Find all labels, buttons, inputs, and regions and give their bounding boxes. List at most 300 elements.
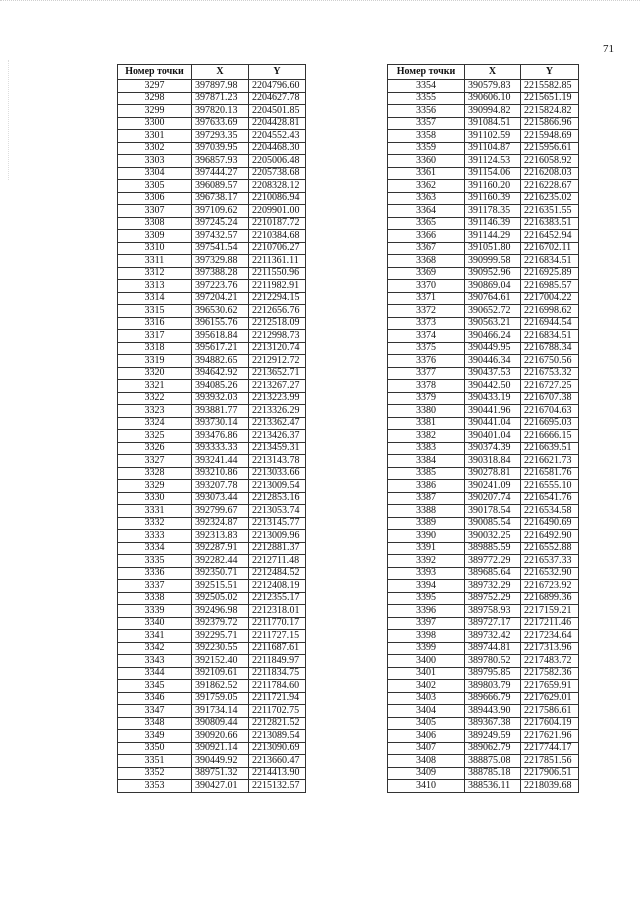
x-coordinate-cell: 394085.26 — [192, 380, 249, 393]
y-coordinate-cell: 2213009.54 — [249, 480, 306, 493]
y-coordinate-cell: 2212318.01 — [249, 605, 306, 618]
point-number-cell: 3407 — [388, 742, 465, 755]
y-coordinate-cell: 2214413.90 — [249, 767, 306, 780]
point-number-cell: 3315 — [118, 305, 192, 318]
y-coordinate-cell: 2212294.15 — [249, 292, 306, 305]
point-number-cell: 3331 — [118, 505, 192, 518]
table-row — [118, 155, 306, 168]
x-coordinate-cell: 388536.11 — [465, 780, 521, 793]
y-coordinate-cell: 2216695.03 — [521, 417, 579, 430]
x-coordinate-cell: 389772.29 — [465, 555, 521, 568]
table-row — [118, 430, 306, 443]
x-coordinate-cell: 389367.38 — [465, 717, 521, 730]
y-coordinate-cell: 2216788.34 — [521, 342, 579, 355]
point-number-cell: 3307 — [118, 205, 192, 218]
table-row — [118, 142, 306, 155]
table-row — [118, 630, 306, 643]
point-number-cell: 3378 — [388, 380, 465, 393]
table-row — [388, 642, 579, 655]
table-row — [388, 592, 579, 605]
point-number-cell: 3349 — [118, 730, 192, 743]
table-row — [118, 305, 306, 318]
point-number-cell: 3398 — [388, 630, 465, 643]
point-number-cell: 3344 — [118, 667, 192, 680]
y-coordinate-cell: 2212821.52 — [249, 717, 306, 730]
point-number-cell: 3323 — [118, 405, 192, 418]
x-coordinate-cell: 393241.44 — [192, 455, 249, 468]
table-header-row — [388, 65, 579, 80]
table-row — [388, 480, 579, 493]
point-number-cell: 3367 — [388, 242, 465, 255]
y-coordinate-cell: 2216702.11 — [521, 242, 579, 255]
point-number-cell: 3375 — [388, 342, 465, 355]
point-number-cell: 3371 — [388, 292, 465, 305]
point-number-cell: 3366 — [388, 230, 465, 243]
y-coordinate-cell: 2215866.96 — [521, 117, 579, 130]
x-coordinate-cell: 397109.62 — [192, 205, 249, 218]
table-row — [388, 730, 579, 743]
table-row — [118, 642, 306, 655]
point-number-cell: 3377 — [388, 367, 465, 380]
table-row — [118, 605, 306, 618]
y-coordinate-cell: 2213267.27 — [249, 380, 306, 393]
x-coordinate-cell: 390318.84 — [465, 455, 521, 468]
x-coordinate-cell: 389752.29 — [465, 592, 521, 605]
y-coordinate-cell: 2213223.99 — [249, 392, 306, 405]
table-row — [118, 380, 306, 393]
point-number-cell: 3302 — [118, 142, 192, 155]
point-number-cell: 3337 — [118, 580, 192, 593]
point-number-cell: 3396 — [388, 605, 465, 618]
y-coordinate-cell: 2213426.37 — [249, 430, 306, 443]
x-coordinate-cell: 396530.62 — [192, 305, 249, 318]
point-number-cell: 3353 — [118, 780, 192, 793]
y-coordinate-cell: 2218039.68 — [521, 780, 579, 793]
y-coordinate-cell: 2211702.75 — [249, 705, 306, 718]
y-coordinate-cell: 2212711.48 — [249, 555, 306, 568]
point-number-cell: 3299 — [118, 105, 192, 118]
table-body-right — [388, 80, 579, 793]
y-coordinate-cell: 2215651.19 — [521, 92, 579, 105]
x-coordinate-cell: 389062.79 — [465, 742, 521, 755]
x-coordinate-cell: 392295.71 — [192, 630, 249, 643]
point-number-cell: 3324 — [118, 417, 192, 430]
table-row — [118, 105, 306, 118]
point-number-cell: 3370 — [388, 280, 465, 293]
x-coordinate-cell: 392496.98 — [192, 605, 249, 618]
y-coordinate-cell: 2216532.90 — [521, 567, 579, 580]
table-row — [388, 717, 579, 730]
y-coordinate-cell: 2216704.63 — [521, 405, 579, 418]
x-coordinate-cell: 397541.54 — [192, 242, 249, 255]
x-coordinate-cell: 389758.93 — [465, 605, 521, 618]
table-row — [388, 555, 579, 568]
x-coordinate-cell: 393730.14 — [192, 417, 249, 430]
table-row — [388, 367, 579, 380]
y-coordinate-cell: 2212881.37 — [249, 542, 306, 555]
table-row — [118, 767, 306, 780]
x-coordinate-cell: 396738.17 — [192, 192, 249, 205]
table-row — [118, 130, 306, 143]
x-coordinate-cell: 390994.82 — [465, 105, 521, 118]
y-coordinate-cell: 2216639.51 — [521, 442, 579, 455]
point-number-cell: 3392 — [388, 555, 465, 568]
x-coordinate-cell: 390449.95 — [465, 342, 521, 355]
point-number-cell: 3340 — [118, 617, 192, 630]
point-number-cell: 3384 — [388, 455, 465, 468]
y-coordinate-cell: 2216925.89 — [521, 267, 579, 280]
table-row — [388, 92, 579, 105]
point-number-cell: 3327 — [118, 455, 192, 468]
table-row — [388, 567, 579, 580]
header-y: Y — [521, 65, 579, 80]
table-row — [388, 80, 579, 93]
y-coordinate-cell: 2216899.36 — [521, 592, 579, 605]
x-coordinate-cell: 397245.24 — [192, 217, 249, 230]
table-row — [118, 392, 306, 405]
y-coordinate-cell: 2216537.33 — [521, 555, 579, 568]
x-coordinate-cell: 390446.34 — [465, 355, 521, 368]
point-number-cell: 3313 — [118, 280, 192, 293]
x-coordinate-cell: 391146.39 — [465, 217, 521, 230]
point-number-cell: 3318 — [118, 342, 192, 355]
table-row — [388, 167, 579, 180]
y-coordinate-cell: 2211982.91 — [249, 280, 306, 293]
y-coordinate-cell: 2216621.73 — [521, 455, 579, 468]
x-coordinate-cell: 390809.44 — [192, 717, 249, 730]
x-coordinate-cell: 397388.28 — [192, 267, 249, 280]
y-coordinate-cell: 2211834.75 — [249, 667, 306, 680]
point-number-cell: 3361 — [388, 167, 465, 180]
point-number-cell: 3400 — [388, 655, 465, 668]
y-coordinate-cell: 2216834.51 — [521, 330, 579, 343]
x-coordinate-cell: 390241.09 — [465, 480, 521, 493]
y-coordinate-cell: 2216351.55 — [521, 205, 579, 218]
table-row — [388, 180, 579, 193]
table-row — [388, 680, 579, 693]
y-coordinate-cell: 2213145.77 — [249, 517, 306, 530]
x-coordinate-cell: 397329.88 — [192, 255, 249, 268]
point-number-cell: 3305 — [118, 180, 192, 193]
point-number-cell: 3356 — [388, 105, 465, 118]
x-coordinate-cell: 394882.65 — [192, 355, 249, 368]
x-coordinate-cell: 389732.42 — [465, 630, 521, 643]
y-coordinate-cell: 2216534.58 — [521, 505, 579, 518]
y-coordinate-cell: 2217604.19 — [521, 717, 579, 730]
x-coordinate-cell: 389685.64 — [465, 567, 521, 580]
table-row — [388, 492, 579, 505]
point-number-cell: 3314 — [118, 292, 192, 305]
table-row — [118, 755, 306, 768]
point-number-cell: 3325 — [118, 430, 192, 443]
header-x: X — [192, 65, 249, 80]
y-coordinate-cell: 2210187.72 — [249, 217, 306, 230]
table-row — [388, 380, 579, 393]
point-number-cell: 3369 — [388, 267, 465, 280]
table-row — [388, 317, 579, 330]
point-number-cell: 3403 — [388, 692, 465, 705]
point-number-cell: 3383 — [388, 442, 465, 455]
point-number-cell: 3386 — [388, 480, 465, 493]
header-y: Y — [249, 65, 306, 80]
x-coordinate-cell: 393073.44 — [192, 492, 249, 505]
table-row — [388, 767, 579, 780]
table-row — [118, 80, 306, 93]
table-row — [388, 580, 579, 593]
table-row — [388, 417, 579, 430]
y-coordinate-cell: 2212853.16 — [249, 492, 306, 505]
point-number-cell: 3347 — [118, 705, 192, 718]
point-number-cell: 3410 — [388, 780, 465, 793]
y-coordinate-cell: 2217004.22 — [521, 292, 579, 305]
table-row — [118, 180, 306, 193]
x-coordinate-cell: 397444.27 — [192, 167, 249, 180]
table-row — [118, 617, 306, 630]
x-coordinate-cell: 392350.71 — [192, 567, 249, 580]
x-coordinate-cell: 396089.57 — [192, 180, 249, 193]
y-coordinate-cell: 2217621.96 — [521, 730, 579, 743]
y-coordinate-cell: 2212484.52 — [249, 567, 306, 580]
point-number-cell: 3335 — [118, 555, 192, 568]
top-scan-border — [0, 0, 640, 1]
table-row — [388, 155, 579, 168]
point-number-cell: 3354 — [388, 80, 465, 93]
y-coordinate-cell: 2211550.96 — [249, 267, 306, 280]
x-coordinate-cell: 390433.19 — [465, 392, 521, 405]
point-number-cell: 3379 — [388, 392, 465, 405]
x-coordinate-cell: 395618.84 — [192, 330, 249, 343]
table-row — [388, 517, 579, 530]
table-row — [118, 92, 306, 105]
table-row — [388, 305, 579, 318]
x-coordinate-cell: 397204.21 — [192, 292, 249, 305]
point-number-cell: 3297 — [118, 80, 192, 93]
y-coordinate-cell: 2213143.78 — [249, 455, 306, 468]
point-number-cell: 3319 — [118, 355, 192, 368]
x-coordinate-cell: 393881.77 — [192, 405, 249, 418]
point-number-cell: 3304 — [118, 167, 192, 180]
x-coordinate-cell: 390207.74 — [465, 492, 521, 505]
table-row — [118, 705, 306, 718]
x-coordinate-cell: 390442.50 — [465, 380, 521, 393]
y-coordinate-cell: 2216753.32 — [521, 367, 579, 380]
x-coordinate-cell: 390441.04 — [465, 417, 521, 430]
y-coordinate-cell: 2215582.85 — [521, 80, 579, 93]
x-coordinate-cell: 391104.87 — [465, 142, 521, 155]
x-coordinate-cell: 397897.98 — [192, 80, 249, 93]
table-row — [388, 292, 579, 305]
table-row — [118, 167, 306, 180]
y-coordinate-cell: 2217234.64 — [521, 630, 579, 643]
y-coordinate-cell: 2213009.96 — [249, 530, 306, 543]
point-number-cell: 3345 — [118, 680, 192, 693]
y-coordinate-cell: 2204501.85 — [249, 105, 306, 118]
y-coordinate-cell: 2216058.92 — [521, 155, 579, 168]
table-row — [388, 742, 579, 755]
point-number-cell: 3382 — [388, 430, 465, 443]
table-row — [118, 405, 306, 418]
table-row — [388, 405, 579, 418]
point-number-cell: 3320 — [118, 367, 192, 380]
point-number-cell: 3395 — [388, 592, 465, 605]
y-coordinate-cell: 2208328.12 — [249, 180, 306, 193]
y-coordinate-cell: 2210706.27 — [249, 242, 306, 255]
x-coordinate-cell: 392515.51 — [192, 580, 249, 593]
x-coordinate-cell: 390999.58 — [465, 255, 521, 268]
table-row — [118, 667, 306, 680]
header-x: X — [465, 65, 521, 80]
point-number-cell: 3376 — [388, 355, 465, 368]
point-number-cell: 3357 — [388, 117, 465, 130]
y-coordinate-cell: 2205738.68 — [249, 167, 306, 180]
point-number-cell: 3389 — [388, 517, 465, 530]
x-coordinate-cell: 392287.91 — [192, 542, 249, 555]
table-row — [118, 492, 306, 505]
x-coordinate-cell: 390920.66 — [192, 730, 249, 743]
table-row — [388, 705, 579, 718]
table-row — [118, 417, 306, 430]
margin-artifact — [8, 60, 9, 180]
y-coordinate-cell: 2216723.92 — [521, 580, 579, 593]
table-row — [118, 692, 306, 705]
x-coordinate-cell: 393932.03 — [192, 392, 249, 405]
point-number-cell: 3406 — [388, 730, 465, 743]
y-coordinate-cell: 2211721.94 — [249, 692, 306, 705]
x-coordinate-cell: 390652.72 — [465, 305, 521, 318]
x-coordinate-cell: 392230.55 — [192, 642, 249, 655]
table-row — [388, 655, 579, 668]
y-coordinate-cell: 2216492.90 — [521, 530, 579, 543]
table-row — [118, 580, 306, 593]
y-coordinate-cell: 2216383.51 — [521, 217, 579, 230]
x-coordinate-cell: 389727.17 — [465, 617, 521, 630]
table-row — [118, 442, 306, 455]
x-coordinate-cell: 390952.96 — [465, 267, 521, 280]
point-number-cell: 3408 — [388, 755, 465, 768]
table-row — [118, 292, 306, 305]
y-coordinate-cell: 2213120.74 — [249, 342, 306, 355]
y-coordinate-cell: 2216490.69 — [521, 517, 579, 530]
y-coordinate-cell: 2217629.01 — [521, 692, 579, 705]
y-coordinate-cell: 2213090.69 — [249, 742, 306, 755]
table-row — [118, 242, 306, 255]
y-coordinate-cell: 2215132.57 — [249, 780, 306, 793]
y-coordinate-cell: 2215956.61 — [521, 142, 579, 155]
x-coordinate-cell: 393333.33 — [192, 442, 249, 455]
y-coordinate-cell: 2216750.56 — [521, 355, 579, 368]
y-coordinate-cell: 2211727.15 — [249, 630, 306, 643]
table-row — [388, 267, 579, 280]
table-row — [388, 505, 579, 518]
point-number-cell: 3372 — [388, 305, 465, 318]
table-row — [118, 192, 306, 205]
table-row — [118, 530, 306, 543]
x-coordinate-cell: 391734.14 — [192, 705, 249, 718]
table-row — [118, 230, 306, 243]
x-coordinate-cell: 391084.51 — [465, 117, 521, 130]
point-number-cell: 3350 — [118, 742, 192, 755]
point-number-cell: 3326 — [118, 442, 192, 455]
point-number-cell: 3368 — [388, 255, 465, 268]
x-coordinate-cell: 389803.79 — [465, 680, 521, 693]
table-row — [118, 330, 306, 343]
x-coordinate-cell: 391862.52 — [192, 680, 249, 693]
x-coordinate-cell: 390085.54 — [465, 517, 521, 530]
point-number-cell: 3351 — [118, 755, 192, 768]
y-coordinate-cell: 2211784.60 — [249, 680, 306, 693]
y-coordinate-cell: 2216541.76 — [521, 492, 579, 505]
point-number-cell: 3388 — [388, 505, 465, 518]
y-coordinate-cell: 2215824.82 — [521, 105, 579, 118]
x-coordinate-cell: 394642.92 — [192, 367, 249, 380]
y-coordinate-cell: 2213652.71 — [249, 367, 306, 380]
x-coordinate-cell: 396155.76 — [192, 317, 249, 330]
x-coordinate-cell: 392799.67 — [192, 505, 249, 518]
table-row — [388, 442, 579, 455]
y-coordinate-cell: 2216235.02 — [521, 192, 579, 205]
x-coordinate-cell: 392505.02 — [192, 592, 249, 605]
y-coordinate-cell: 2213089.54 — [249, 730, 306, 743]
table-row — [118, 505, 306, 518]
y-coordinate-cell: 2212912.72 — [249, 355, 306, 368]
y-coordinate-cell: 2213326.29 — [249, 405, 306, 418]
point-number-cell: 3360 — [388, 155, 465, 168]
y-coordinate-cell: 2216452.94 — [521, 230, 579, 243]
table-row — [388, 667, 579, 680]
point-number-cell: 3309 — [118, 230, 192, 243]
y-coordinate-cell: 2217483.72 — [521, 655, 579, 668]
point-number-cell: 3394 — [388, 580, 465, 593]
x-coordinate-cell: 389732.29 — [465, 580, 521, 593]
y-coordinate-cell: 2216228.67 — [521, 180, 579, 193]
y-coordinate-cell: 2217313.96 — [521, 642, 579, 655]
table-row — [388, 230, 579, 243]
table-row — [388, 755, 579, 768]
point-number-cell: 3317 — [118, 330, 192, 343]
x-coordinate-cell: 390869.04 — [465, 280, 521, 293]
table-row — [118, 342, 306, 355]
x-coordinate-cell: 389443.90 — [465, 705, 521, 718]
table-row — [388, 105, 579, 118]
x-coordinate-cell: 391154.06 — [465, 167, 521, 180]
y-coordinate-cell: 2215948.69 — [521, 130, 579, 143]
x-coordinate-cell: 391160.39 — [465, 192, 521, 205]
table-row — [118, 255, 306, 268]
table-row — [388, 142, 579, 155]
point-number-cell: 3338 — [118, 592, 192, 605]
x-coordinate-cell: 392313.83 — [192, 530, 249, 543]
x-coordinate-cell: 390764.61 — [465, 292, 521, 305]
point-number-cell: 3374 — [388, 330, 465, 343]
x-coordinate-cell: 389780.52 — [465, 655, 521, 668]
x-coordinate-cell: 393210.86 — [192, 467, 249, 480]
x-coordinate-cell: 392109.61 — [192, 667, 249, 680]
y-coordinate-cell: 2211361.11 — [249, 255, 306, 268]
point-number-cell: 3342 — [118, 642, 192, 655]
x-coordinate-cell: 393207.78 — [192, 480, 249, 493]
x-coordinate-cell: 389795.85 — [465, 667, 521, 680]
y-coordinate-cell: 2211770.17 — [249, 617, 306, 630]
point-number-cell: 3373 — [388, 317, 465, 330]
x-coordinate-cell: 392152.40 — [192, 655, 249, 668]
x-coordinate-cell: 397820.13 — [192, 105, 249, 118]
point-number-cell: 3390 — [388, 530, 465, 543]
table-row — [118, 780, 306, 793]
x-coordinate-cell: 391178.35 — [465, 205, 521, 218]
y-coordinate-cell: 2216944.54 — [521, 317, 579, 330]
x-coordinate-cell: 397293.35 — [192, 130, 249, 143]
table-row — [388, 130, 579, 143]
